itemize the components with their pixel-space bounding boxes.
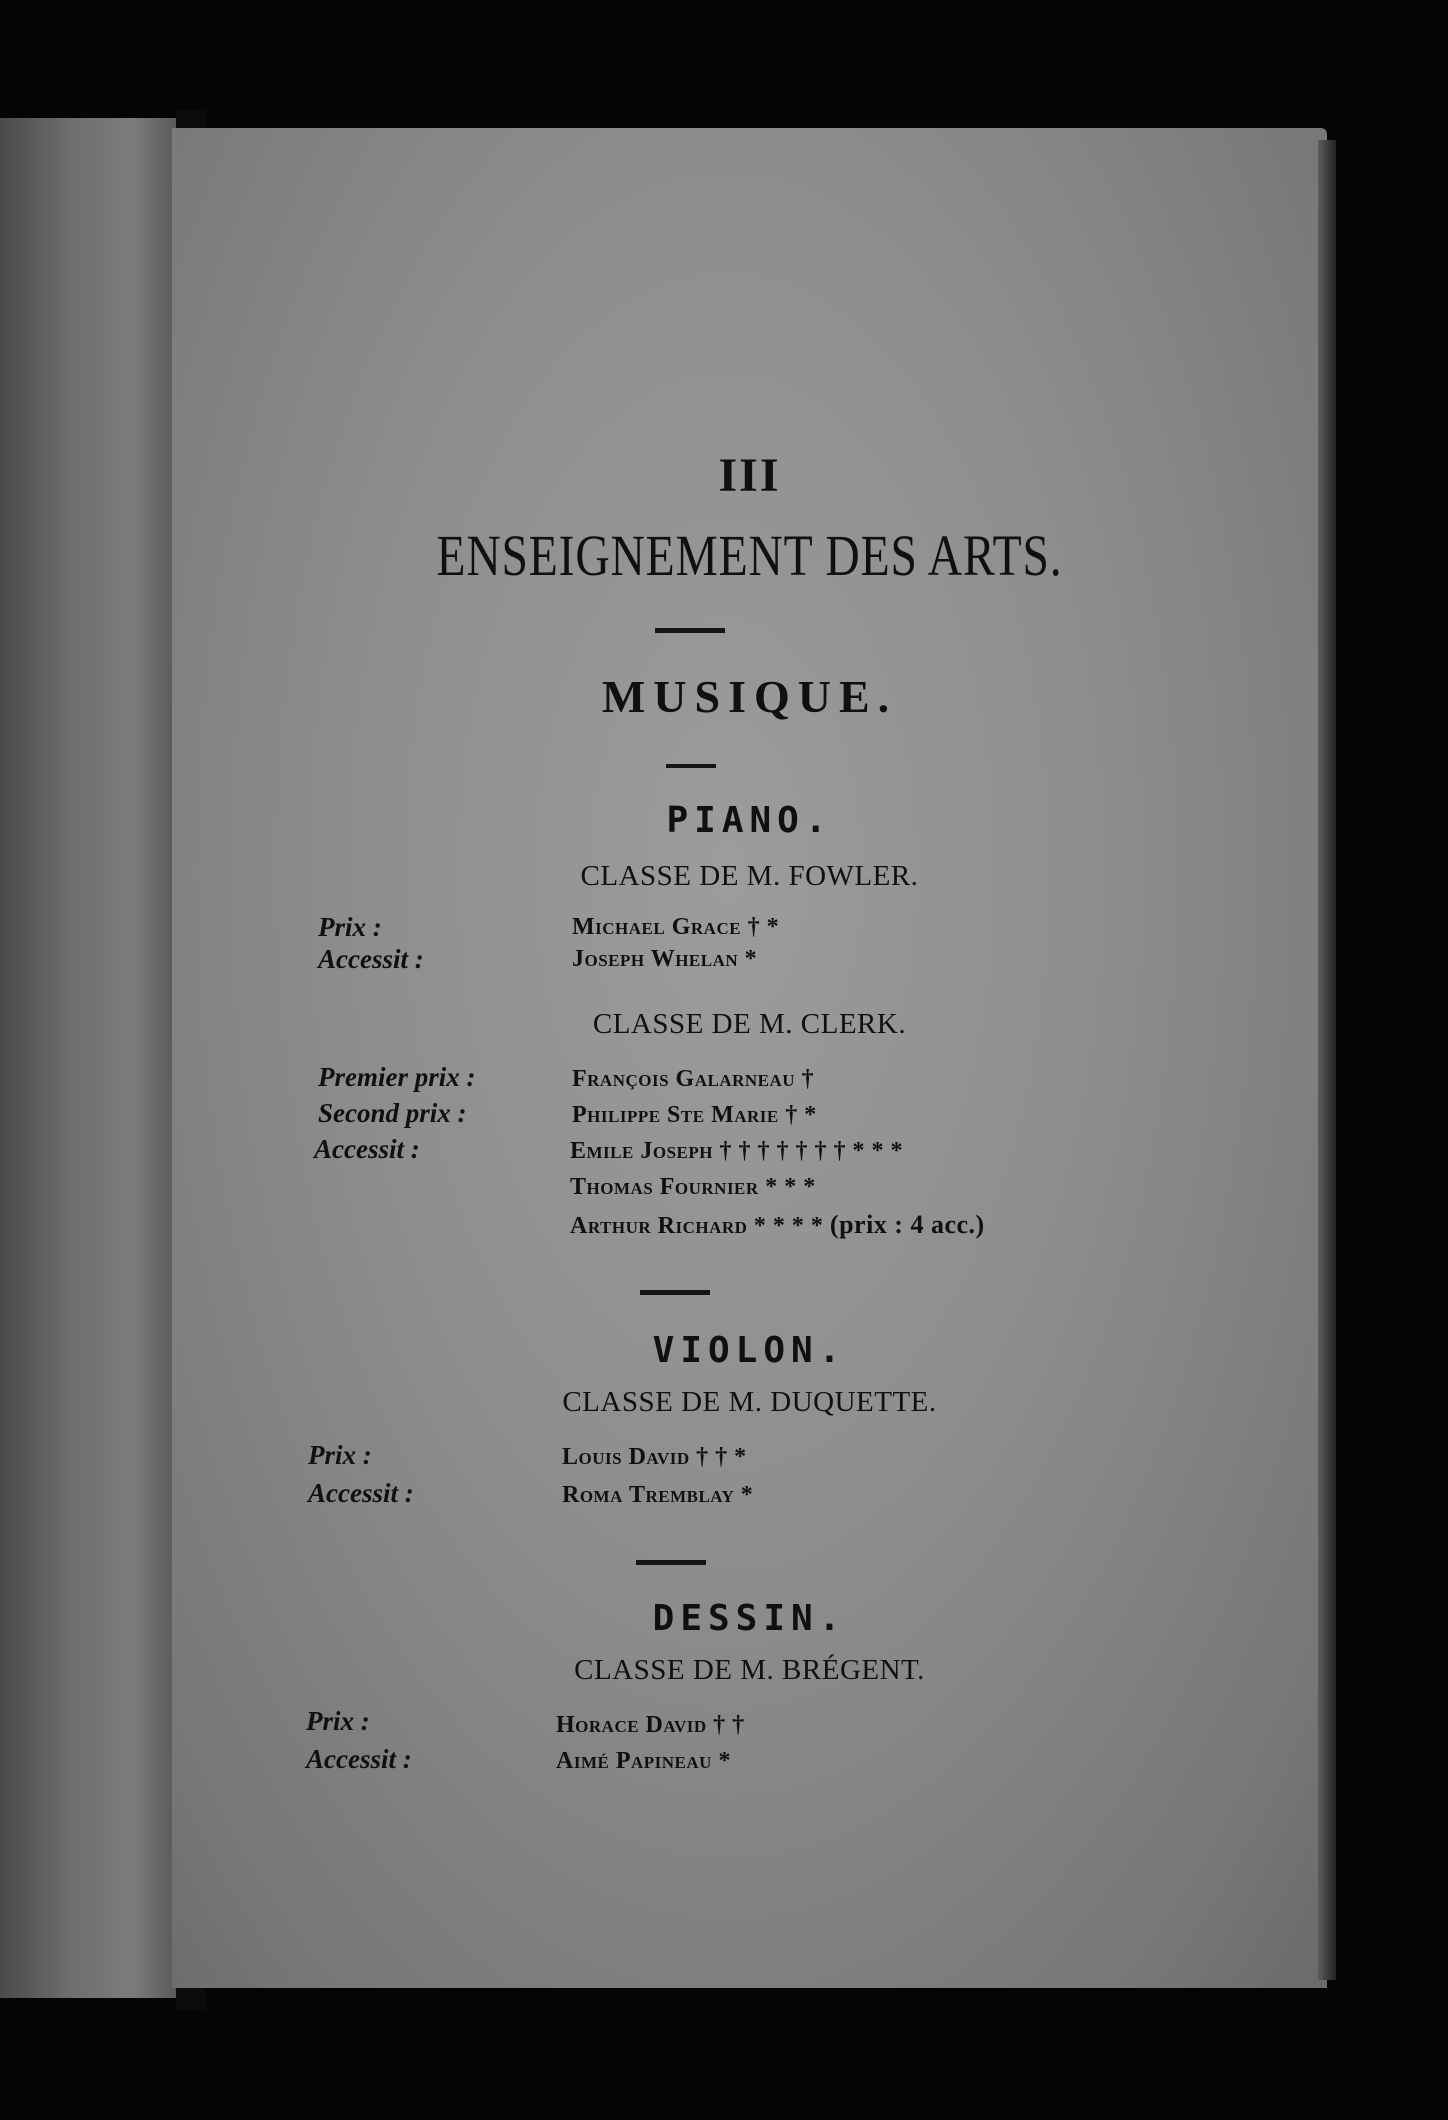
classe-fowler: CLASSE DE M. FOWLER. [580, 860, 919, 892]
divider-rule [655, 628, 725, 633]
row-label: Second prix : [318, 1098, 467, 1128]
award-marks: † * [747, 914, 780, 940]
award-marks: * [744, 946, 758, 972]
section-title: MUSIQUE. [601, 671, 898, 722]
divider-rule [636, 1560, 706, 1565]
list-item [572, 914, 779, 941]
student-name: Aimé Papineau [556, 1748, 712, 1774]
list-item [572, 1102, 817, 1129]
student-name: Roma Tremblay [562, 1482, 735, 1508]
page-edge-shadow [1318, 140, 1336, 1980]
student-name: Thomas Fournier [570, 1174, 759, 1200]
dessin-title: DESSIN. [652, 1598, 847, 1639]
list-item [572, 946, 757, 973]
row-label: Accessit : [314, 1134, 420, 1164]
award-marks: * [718, 1748, 731, 1774]
list-item [556, 1712, 745, 1739]
classe-clerk: CLASSE DE M. CLERK. [592, 1008, 907, 1040]
violon-title: VIOLON. [652, 1330, 847, 1371]
facing-page-edge [0, 118, 176, 1998]
list-item [572, 1066, 814, 1093]
student-name: François Galarneau [572, 1066, 796, 1092]
row-label: Premier prix : [318, 1062, 476, 1092]
list-item [562, 1444, 747, 1471]
chapter-title: ENSEIGNEMENT DES ARTS. [436, 523, 1063, 588]
chapter-number: III [718, 449, 781, 502]
row-label: Prix : [318, 912, 382, 942]
piano-title: PIANO. [666, 800, 833, 841]
divider-rule [640, 1290, 710, 1295]
classe-bregent: CLASSE DE M. BRÉGENT. [574, 1654, 925, 1686]
student-name: Michael Grace [572, 914, 742, 940]
list-item [570, 1210, 985, 1240]
award-marks: * [740, 1482, 754, 1508]
classe-duquette: CLASSE DE M. DUQUETTE. [562, 1386, 937, 1418]
prize-note: (prix : 4 acc.) [829, 1210, 985, 1239]
award-marks: † [801, 1066, 815, 1092]
row-label: Prix : [308, 1440, 372, 1470]
list-item [570, 1174, 816, 1201]
row-label: Prix : [306, 1706, 370, 1736]
student-name: Joseph Whelan [572, 946, 739, 972]
award-marks: † * [785, 1102, 817, 1128]
list-item [562, 1482, 753, 1509]
award-marks: * * * [765, 1174, 816, 1200]
row-label: Accessit : [308, 1478, 414, 1508]
award-marks: † † * [696, 1444, 747, 1470]
row-label: Accessit : [318, 944, 424, 974]
divider-rule [666, 764, 716, 768]
row-label: Accessit : [306, 1744, 412, 1774]
list-item [570, 1138, 903, 1165]
student-name: Emile Joseph [570, 1138, 713, 1164]
award-marks: † † [713, 1712, 745, 1738]
student-name: Philippe Ste Marie [572, 1102, 779, 1128]
award-marks: * * * * [753, 1213, 824, 1239]
award-marks: † † † † † † † * * * [719, 1138, 903, 1164]
student-name: Louis David [562, 1444, 690, 1470]
student-name: Arthur Richard [570, 1213, 748, 1239]
student-name: Horace David [556, 1712, 707, 1738]
list-item [556, 1748, 731, 1775]
